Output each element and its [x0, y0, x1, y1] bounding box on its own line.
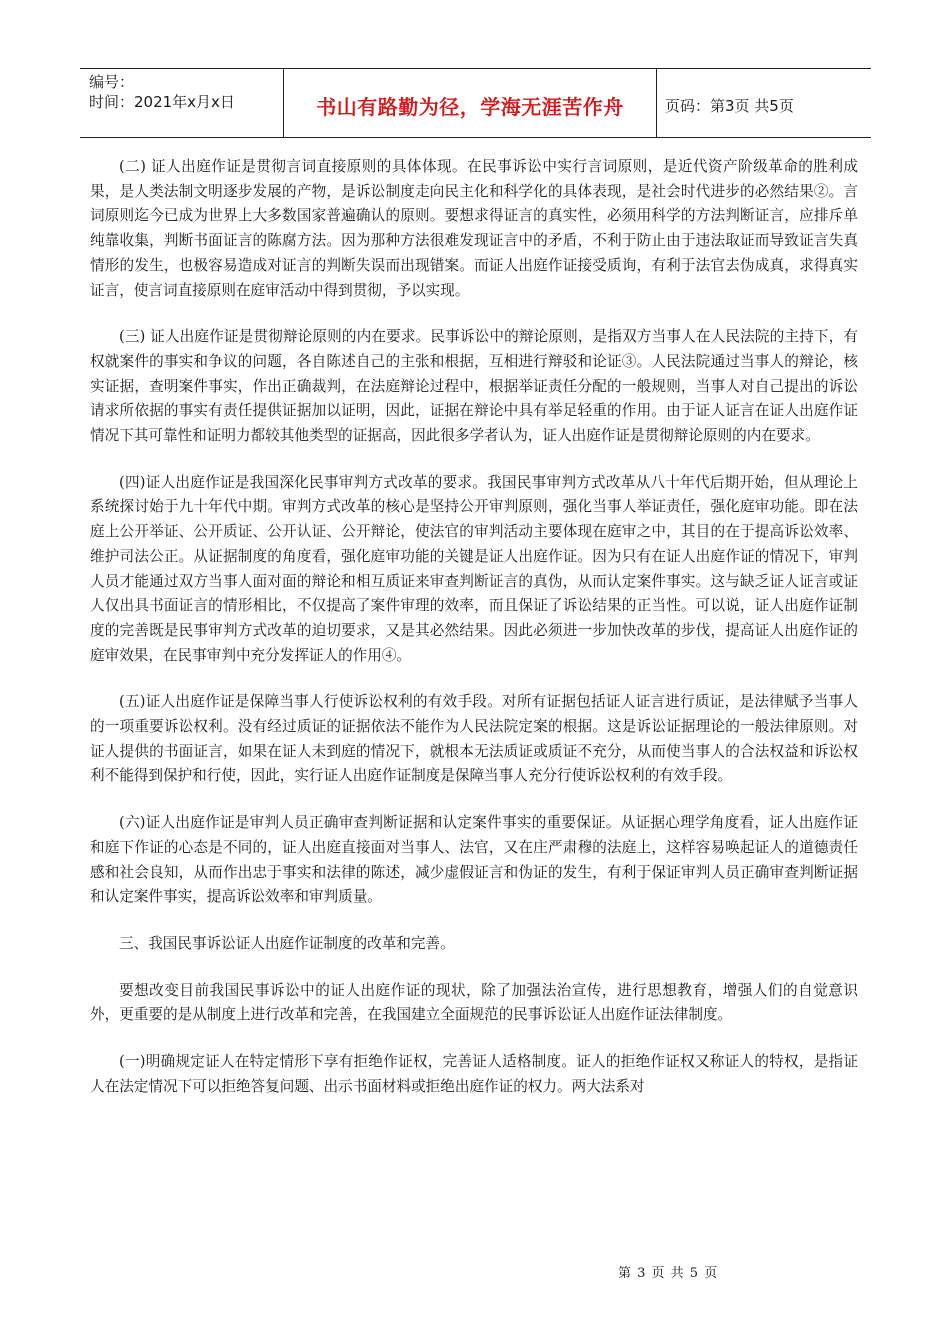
header-meta [80, 69, 284, 137]
header-page-number: 页码：第3页 共5页 [665, 96, 794, 115]
section-heading-3: 三、我国民事诉讼证人出庭作证制度的改革和完善。 [119, 934, 455, 952]
header-motto-cell [284, 69, 657, 137]
section-intro-paragraph: 要想改变目前我国民事诉讼中的证人出庭作证的现状，除了加强法治宣传，进行思想教育，增强人们的自觉意识外，更重要的是从制度上进行改革和完善，在我国建立全面规范的民事诉讼证人出庭作证法律制度。 [90, 981, 858, 1024]
document-body [90, 155, 858, 1122]
page-footer: 第 3 页 共 5 页 [618, 1266, 719, 1281]
document-number-label: 编号： [89, 73, 135, 91]
paragraph-5: (五)证人出庭作证是保障当事人行使诉讼权利的有效手段。对所有证据包括证人证言进行质证，是法律赋予当事人的一项重要诉讼权利。没有经过质证的证据依法不能作为人民法院定案的根据。这是诉讼证据理论的一般法律原则。对证人提供的书面证言，如果在证人未到庭的情况下，就根本无法质证或质证不充分，从而使当事人的合法权益和诉讼权利不能得到保护和行使，因此，实行证人出庭作证制度是保障当事人充分行使诉讼权利的有效手段。 [90, 693, 858, 785]
paragraph-4: (四)证人出庭作证是我国深化民事审判方式改革的要求。我国民事审判方式改革从八十年代后期开始，但从理论上系统探讨始于九十年代中期。审判方式改革的核心是坚持公开审判原则，强化当事人举证责任，强化庭审功能。即在法庭上公开举证、公开质证、公开认证、公开辩论，使法官的审判活动主要体现在庭审之中，其目的在于提高诉讼效率、维护司法公正。从证据制度的角度看，强化庭审功能的关键是证人出庭作证。因为只有在证人出庭作证的情况下，审判人员才能通过双方当事人面对面的辩论和相互质证来审查判断证言的真伪，从而认定案件事实。这与缺乏证人证言或证人仅出具书面证言的情形相比，不仅提高了案件审理的效率，而且保证了诉讼结果的正当性。可以说，证人出庭作证制度的完善既是民事审判方式改革的迫切要求，又是其必然结果。因此必须进一步加快改革的步伐，提高证人出庭作证的庭审效果，在民事审判中充分发挥证人的作用④。 [90, 473, 858, 664]
paragraph-3: (三) 证人出庭作证是贯彻辩论原则的内在要求。民事诉讼中的辩论原则，是指双方当事人在人民法院的主持下，有权就案件的事实和争议的问题，各自陈述自己的主张和根据，互相进行辩驳和论证③。人民法院通过当事人的辩论，核实证据，查明案件事实，作出正确裁判，在法庭辩论过程中，根据举证责任分配的一般规则，当事人对自己提出的诉讼请求所依据的事实有责任提供证据加以证明，因此，证据在辩论中具有举足轻重的作用。由于证人证言在证人出庭作证情况下其可靠性和证明力都较其他类型的证据高，因此很多学者认为，证人出庭作证是贯彻辩论原则的内在要求。 [90, 328, 858, 445]
header-motto: 书山有路勤为径，学海无涯苦作舟 [316, 94, 624, 119]
paragraph-2: (二) 证人出庭作证是贯彻言词直接原则的具体体现。在民事诉讼中实行言词原则，是近代资产阶级革命的胜利成果，是人类法制文明逐步发展的产物，是诉讼制度走向民主化和科学化的具体表现，是社会时代进步的必然结果②。言词原则迄今已成为世界上大多数国家普遍确认的原则。要想求得证言的真实性，必须用科学的方法判断证言，应排斥单纯靠收集，判断书面证言的陈腐方法。因为那种方法很难发现证言中的矛盾，不利于防止由于违法取证而导致证言失真情形的发生，也极容易造成对证言的判断失误而出现错案。而证人出庭作证接受质询，有利于法官去伪成真，求得真实证言，使言词直接原则在庭审活动中得到贯彻，予以实现。 [90, 158, 858, 299]
document-date-label: 时间：2021年x月x日 [89, 93, 235, 111]
paragraph-6: (六)证人出庭作证是审判人员正确审查判断证据和认定案件事实的重要保证。从证据心理学角度看，证人出庭作证和庭下作证的心态是不同的，证人出庭直接面对当事人、法官，又在庄严肃穆的法庭上，这样容易唤起证人的道德责任感和社会良知，从而作出忠于事实和法律的陈述，减少虚假证言和伪证的发生，有利于保证审判人员正确审查判断证据和认定案件事实，提高诉讼效率和审判质量。 [90, 814, 858, 906]
paragraph-reform-1: (一)明确规定证人在特定情形下享有拒绝作证权，完善证人适格制度。证人的拒绝作证权又称证人的特权，是指证人在法定情况下可以拒绝答复问题、出示书面材料或拒绝出庭作证的权力。两大法系对 [90, 1053, 858, 1095]
page-header [80, 68, 871, 138]
header-page-cell [657, 71, 871, 139]
